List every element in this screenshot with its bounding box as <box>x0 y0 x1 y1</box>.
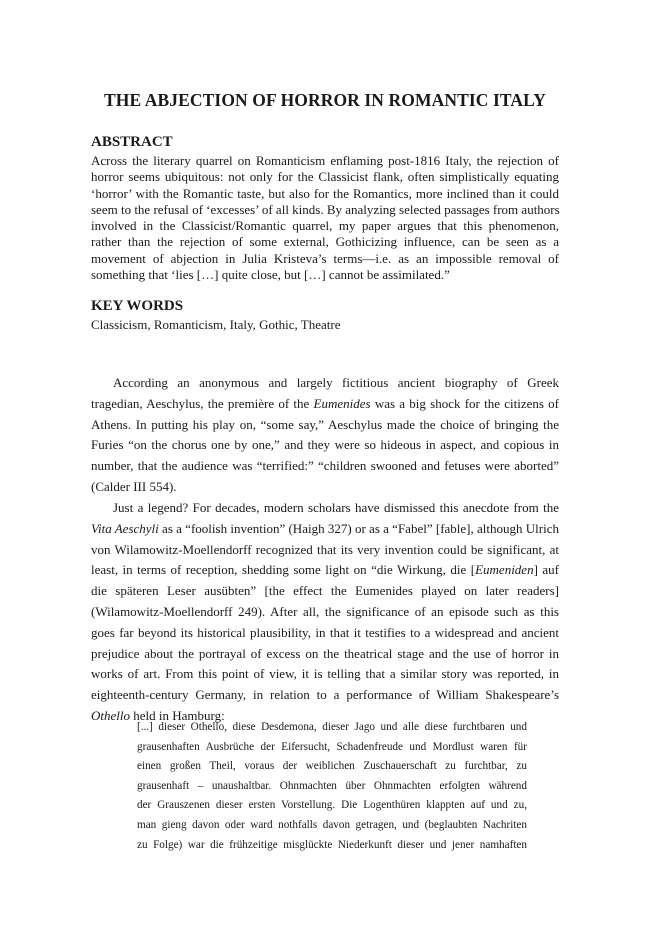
quote-line: grausenhaften Ausbrüche der Eifersucht, Schadenfreude und Mordlust waren für <box>137 740 527 753</box>
abstract-line: rather than the rejection of some external, Gothicizing influence, can be seen as a <box>91 234 559 250</box>
abstract-heading: ABSTRACT <box>91 134 173 150</box>
paragraph-line: number, that the audience was “terrified:” “children swooned and fetuses were aborted” <box>91 458 559 474</box>
paragraph-line: eighteenth-century Germany, in relation to a performance of William Shakespeare’s <box>91 687 559 703</box>
paragraph-line: die späteren Leser ausübten” [the effect the Eumenides played on later readers] <box>91 583 559 599</box>
paragraph-line: (Calder III 554). <box>91 478 177 494</box>
keywords-heading: KEY WORDS <box>91 298 184 314</box>
abstract-line: Across the literary quarrel on Romanticism enflaming post-1816 Italy, the rejection of <box>91 153 559 168</box>
body-paragraph-1 <box>91 373 559 498</box>
paper-title: THE ABJECTION OF HORROR IN ROMANTIC ITALY <box>104 90 546 110</box>
abstract-line: horror seems ubiquitous: not only for the Classicist flank, often simplistically equating <box>91 169 559 185</box>
paragraph-line: works of art. From this point of view, it is telling that a similar story was reported, in <box>91 666 559 682</box>
paragraph-line: goes far beyond its historical plausibility, in that it testifies to a widespread and ancient <box>91 624 559 640</box>
paragraph-line: Just a legend? For decades, modern scholars have dismissed this anecdote from the <box>113 500 559 515</box>
paragraph-line: tragedian, Aeschylus, the première of the Eumenides was a big shock for the citizens of <box>91 395 559 411</box>
abstract-line: movement of abjection in Julia Kristeva’s terms—i.e. as an impossible removal of <box>91 250 559 266</box>
quote-line: zu Folge) war die frühzeitige misglückte Niederkunft dieser und jener namhaften <box>137 838 527 851</box>
emphasis: Othello <box>91 707 130 723</box>
abstract-line: ‘horror’ with the Romantic taste, but also for the Romantics, more inclined than it could <box>91 185 559 201</box>
keywords-text <box>91 317 559 333</box>
paragraph-line: least, in terms of reception, shedding some light on “die Wirkung, die [Eumeniden] auf <box>91 562 559 578</box>
paragraph-line: Athens. In putting his play on, “some say,” Aeschylus made the choice of bringing the <box>91 416 559 432</box>
emphasis: Vita Aeschyli <box>91 520 159 536</box>
paragraph-line: Othello held in Hamburg: <box>91 707 225 723</box>
paragraph-line: Furies “on the chorus one by one,” and they were so hideous in aspect, and copious in <box>91 437 559 453</box>
quote-line: [...] dieser Othello, diese Desdemona, dieser Jago und alle diese furchtbaren und <box>137 721 527 733</box>
paragraph-line: von Wilamowitz-Moellendorff recognized that its very invention could be significant, at <box>91 541 559 557</box>
abstract-line: something that ‘lies […] quite close, but […] cannot be assimilated.” <box>91 267 450 283</box>
paragraph-line: prejudice about the portrayal of excess on the theatrical stage and the use of horror in <box>91 645 559 661</box>
quote-line: der Grauszenen dieser ersten Vorstellung. Die Logenthüren klappten auf und zu, <box>137 799 527 812</box>
emphasis: Eumenides <box>313 395 371 411</box>
quote-line: einen großen Theil, voraus der weiblichen Zuschauerschaft zu furchtbar, zu <box>137 760 527 773</box>
paragraph-line: According an anonymous and largely fictitious ancient biography of Greek <box>113 375 559 390</box>
body-paragraph-2 <box>91 498 559 727</box>
abstract-line: seem to the refusal of ‘excesses’ of all kinds. By analyzing selected passages from authors <box>91 201 560 217</box>
keywords-line: Classicism, Romanticism, Italy, Gothic, Theatre <box>91 317 341 332</box>
paragraph-line: Vita Aeschyli as a “foolish invention” (Haigh 327) or as a “Fabel” [fable], although Ulrich <box>91 520 560 536</box>
abstract-text <box>91 153 559 283</box>
quote-line: man gieng davon oder ward nothfalls davon getragen, und (beglaubten Nachriten <box>137 818 527 831</box>
block-quote <box>137 718 527 855</box>
paragraph-line: (Wilamowitz-Moellendorff 249). After all, the significance of an episode such as this <box>91 603 559 619</box>
quote-line: grausenhaft – unaushaltbar. Ohnmachten über Ohnmachten erfolgten während <box>137 779 527 792</box>
emphasis: Eumeniden <box>475 562 534 578</box>
abstract-line: involved in the Classicist/Romantic quarrel, my paper argues that this phenomenon, <box>91 218 559 234</box>
